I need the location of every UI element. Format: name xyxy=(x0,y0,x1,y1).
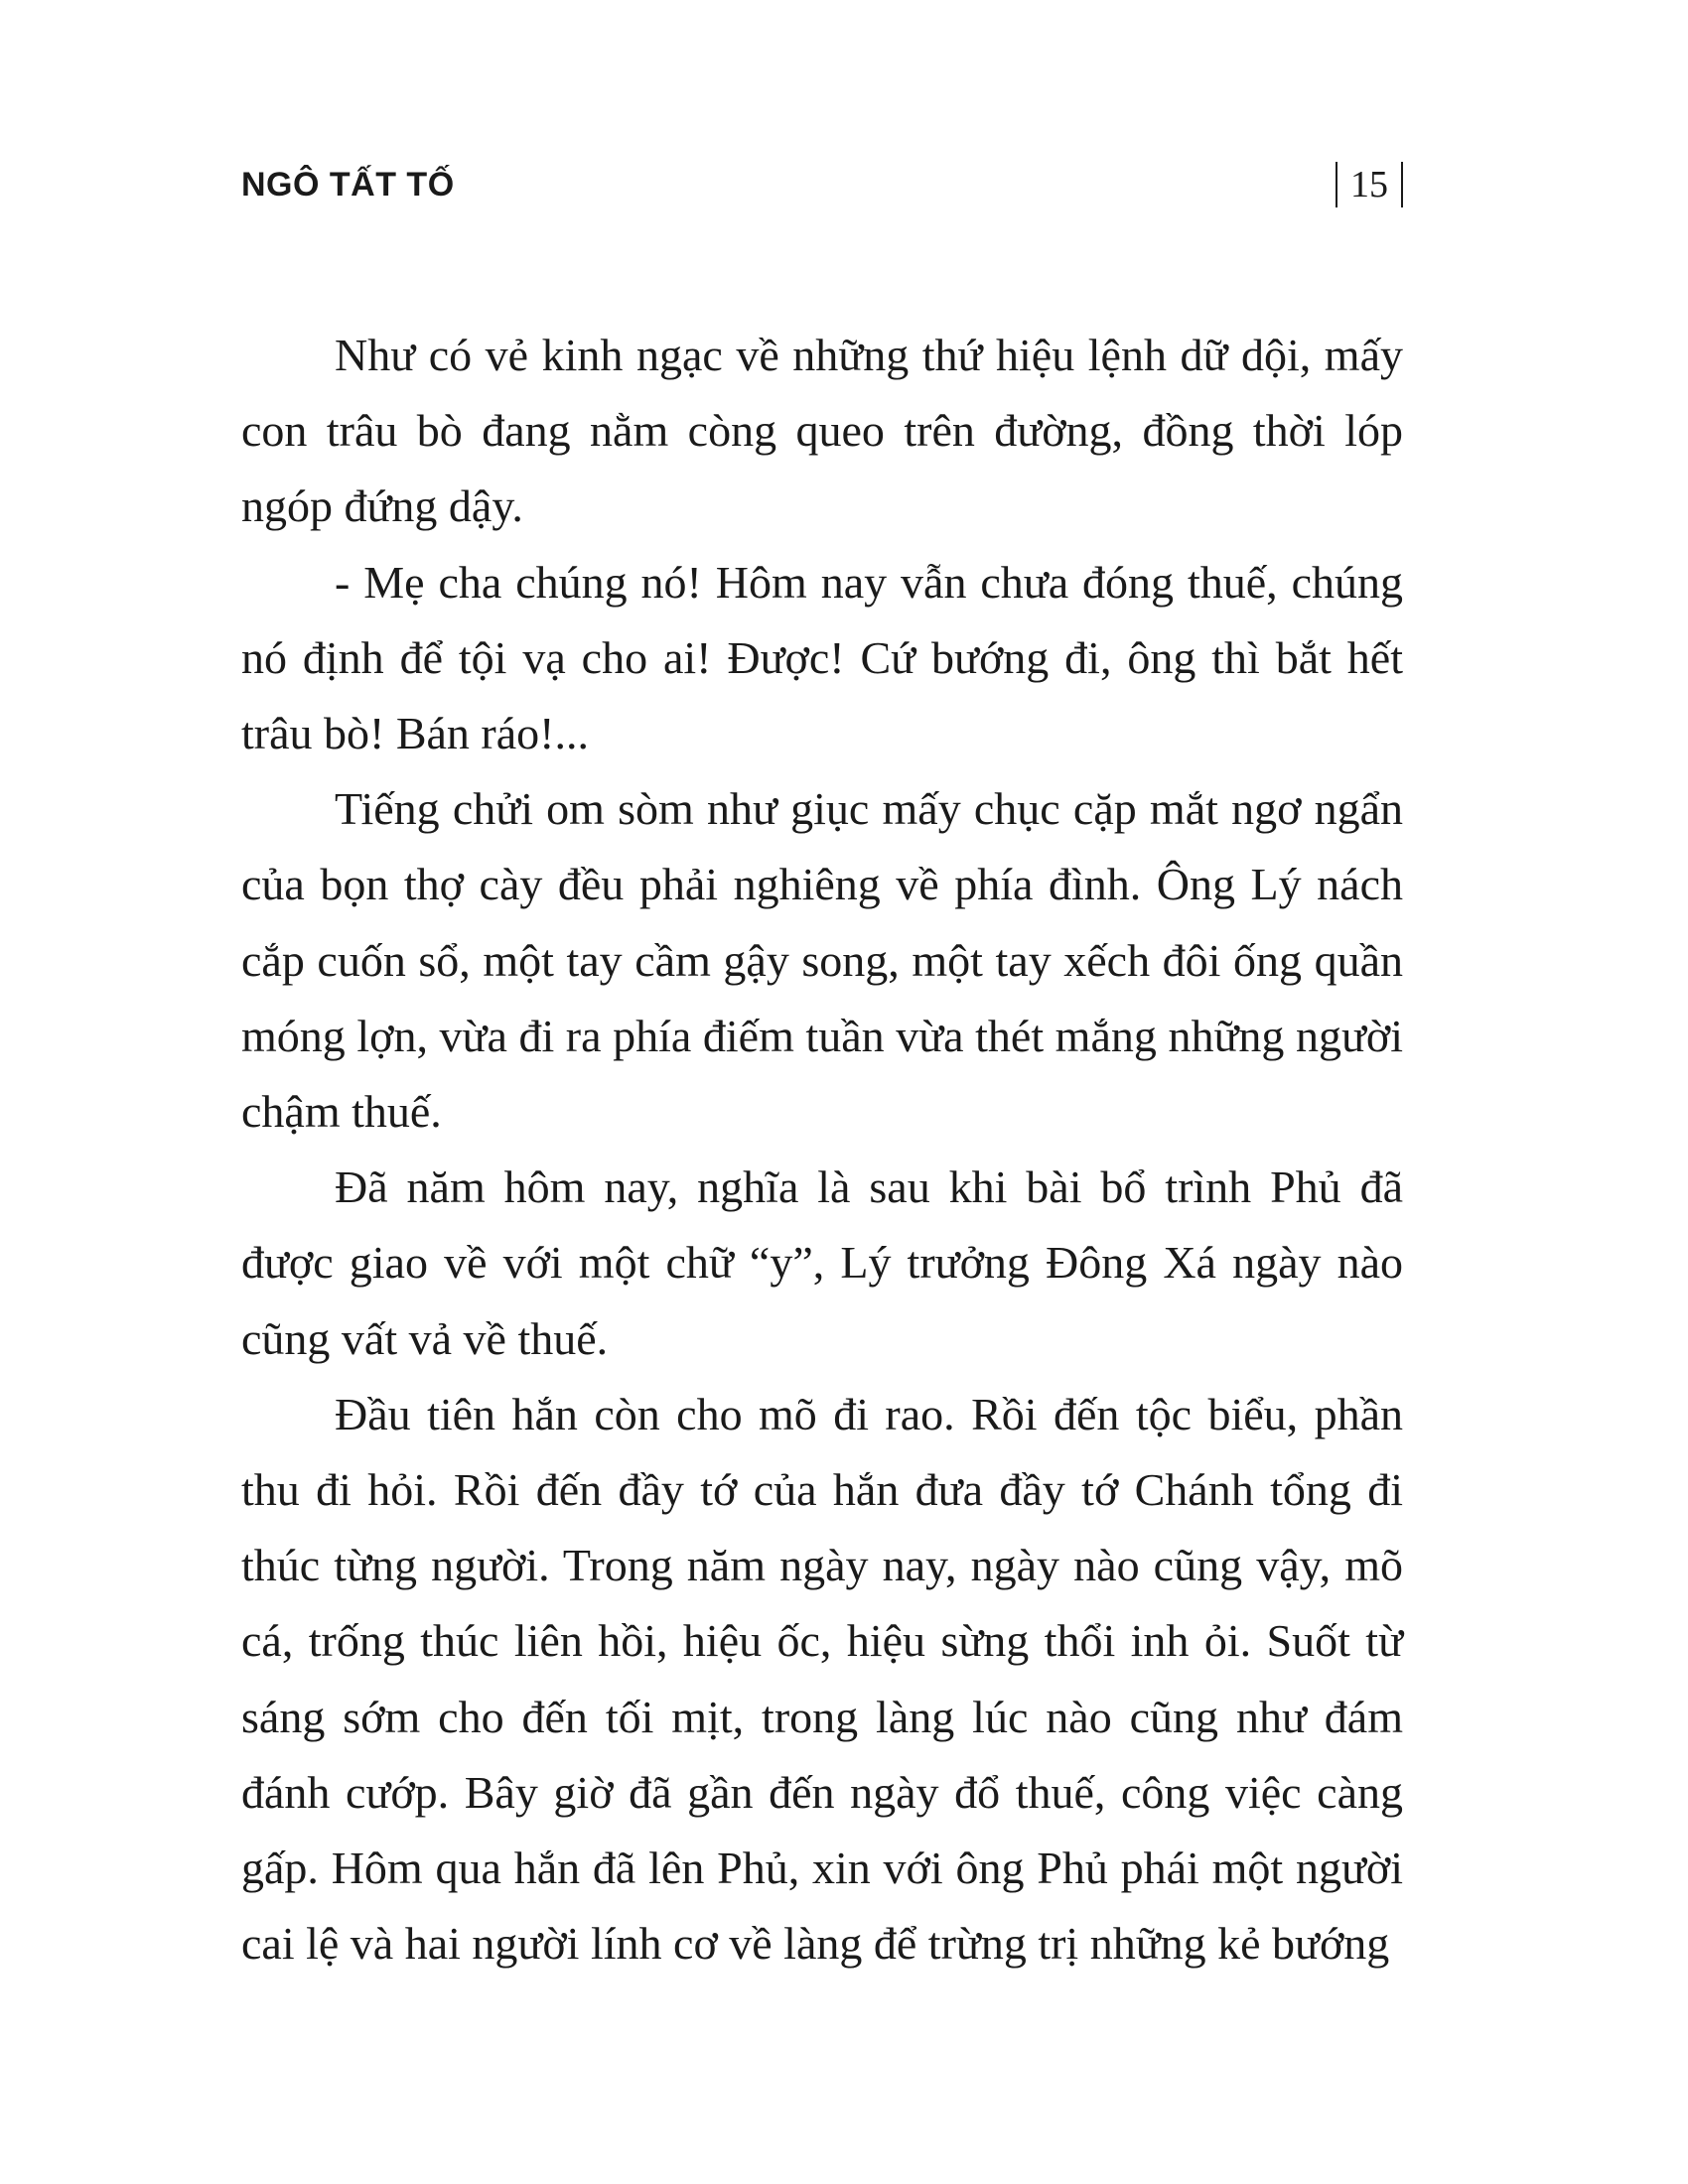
paragraph: Như có vẻ kinh ngạc về những thứ hiệu lệnh dữ dội, mấy con trâu bò đang nằm còng queo trên đường, đồng thời lóp ngóp đứng dậy. xyxy=(241,330,1403,532)
page-number-right-rule xyxy=(1401,162,1403,207)
running-header xyxy=(241,162,1403,211)
paragraph: Tiếng chửi om sòm như giục mấy chục cặp mắt ngơ ngẩn của bọn thợ cày đều phải nghiêng về phía đình. Ông Lý nách cắp cuốn sổ, một tay cầm gậy song, một tay xếch đôi ống quần móng lợn, vừa đi ra phía điếm tuần vừa thét mắng những người chậm thuế. xyxy=(241,783,1403,1138)
paragraph: - Mẹ cha chúng nó! Hôm nay vẫn chưa đóng thuế, chúng nó định để tội vạ cho ai! Được! Cứ bướng đi, ông thì bắt hết trâu bò! Bán ráo!... xyxy=(241,556,1403,759)
paragraph: Đầu tiên hắn còn cho mõ đi rao. Rồi đến tộc biểu, phần thu đi hỏi. Rồi đến đầy tớ của hắn đưa đầy tớ Chánh tổng đi thúc từng người. Trong năm ngày nay, ngày nào cũng vậy, mõ cá, trống thúc liên hồi, hiệu ốc, hiệu sừng thổi inh ỏi. Suốt từ sáng sớm cho đến tối mịt, trong làng lúc nào cũng như đám đánh cướp. Bây giờ đã gần đến ngày đổ thuế, công việc càng gấp. Hôm qua hắn đã lên Phủ, xin với ông Phủ phái một người cai lệ và hai người lính cơ về làng để trừng trị những kẻ bướng xyxy=(241,1388,1403,1970)
body-text xyxy=(241,318,1403,1981)
page-number-box xyxy=(1336,162,1403,207)
paragraph: Đã năm hôm nay, nghĩa là sau khi bài bổ trình Phủ đã được giao về với một chữ “y”, Lý trưởng Đông Xá ngày nào cũng vất vả về thuế. xyxy=(241,1161,1403,1364)
author-name: NGÔ TẤT TỐ xyxy=(241,166,455,204)
page-number: 15 xyxy=(1350,164,1388,205)
